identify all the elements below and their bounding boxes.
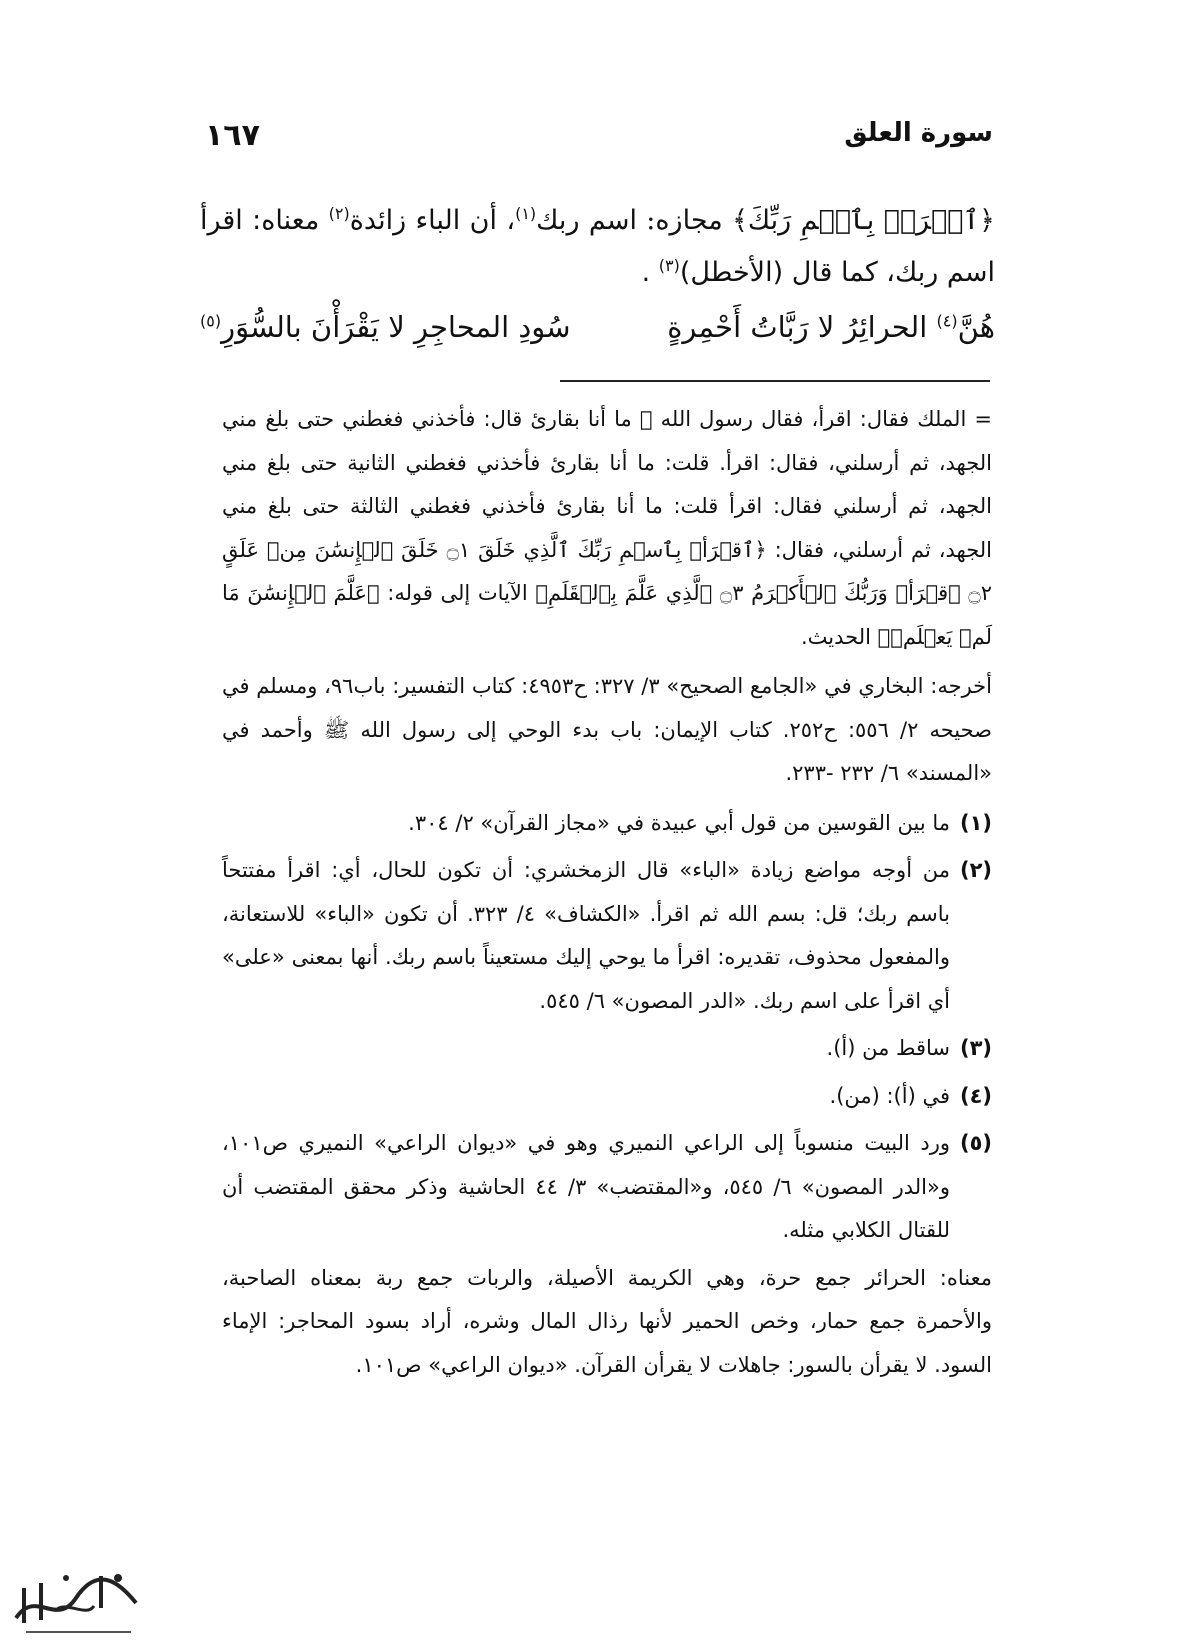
main-line-end: معناه: اقرأ اسم ربك، كما قال (الأخطل) — [200, 205, 995, 288]
footnote-ref-4: (٤) — [936, 311, 958, 331]
main-line-tail: . — [641, 257, 659, 288]
footnote-ref-3: (٣) — [658, 256, 680, 275]
footnote-item — [222, 849, 992, 1023]
footnote-divider — [560, 380, 990, 382]
page-header — [205, 118, 993, 168]
page-number: ١٦٧ — [205, 118, 260, 153]
verse-first-rest: الحرائِرُ لا رَبَّاتُ أَحْمِرةٍ — [667, 310, 937, 344]
verse-first-hemistich — [667, 299, 995, 355]
footnote-ref-5: (٥) — [200, 311, 222, 331]
verse-word: هُنَّ — [957, 310, 995, 344]
footnote-item — [222, 802, 992, 846]
footnote-ref-2: (٢) — [328, 204, 350, 223]
footnote-number: (٢) — [959, 858, 992, 882]
footnote-number: (٤) — [959, 1083, 992, 1108]
footnote-item — [222, 1075, 992, 1119]
poetry-verse — [200, 299, 995, 355]
footnote-number: (٣) — [959, 1036, 992, 1060]
publisher-logo-icon — [6, 1548, 146, 1640]
footnote-number: (١) — [959, 810, 992, 835]
verse-second-text: سُودِ المحاجِرِ لا يَقْرَأْنَ بالسُّوَرِ — [221, 310, 571, 344]
surah-title: سورة العلق — [844, 118, 993, 148]
main-line-start: ﴿ٱقۡرَأۡ بِٱسۡمِ رَبِّكَ﴾ مجازه: اسم ربك — [536, 205, 996, 236]
main-text — [200, 195, 995, 355]
footnote-text: ورد البيت منسوباً إلى الراعي النميري وهو في «ديوان الراعي» النميري ص١٠١، و«الدر المصون» ٦/ ٥٤٥، و«المقتضب» ٣/ ٤٤ الحاشية وذكر محقق المقتضب أن للقتال الكلابي مثله. — [222, 1131, 950, 1242]
footnote-text: من أوجه مواضع زيادة «الباء» قال الزمخشري: أن تكون للحال، أي: اقرأ مفتتحاً باسم ربك؛ قل: بسم الله ثم اقرأ. «الكشاف» ٤/ ٣٢٣. أن تكون «الباء» للاستعانة، والمفعول محذوف، تقديره: اقرأ ما يوحي إليك مستعيناً باسم ربك. أنها بمعنى «على» أي اقرأ على اسم ربك. «الدر المصون» ٦/ ٥٤٥. — [222, 858, 951, 1013]
verse-second-hemistich — [200, 299, 571, 355]
footnote-text: في (أ): (من). — [829, 1083, 950, 1108]
footnote-text: ما بين القوسين من قول أبي عبيدة في «مجاز القرآن» ٢/ ٣٠٤. — [408, 810, 950, 835]
footnote-continuation: = الملك فقال: اقرأ، فقال رسول الله ﷺ ما أنا بقارئ قال: فأخذني فغطني حتى بلغ مني الجهد، ثم أرسلني، فقال: اقرأ. قلت: ما أنا بقارئ فأخذني فغطني الثانية حتى بلغ مني الجهد، ثم أرسلني فقال: اقرأ قلت: ما أنا بقارئ فأخذني فغطني الثالثة حتى بلغ مني الجهد، ثم أرسلني، فقال: ﴿ٱقۡرَأۡ بِٱسۡمِ رَبِّكَ ٱلَّذِي خَلَقَ ۝١ خَلَقَ ٱلۡإِنسَٰنَ مِنۡ عَلَقٍ ۝٢ ٱقۡرَأۡ وَرَبُّكَ ٱلۡأَكۡرَمُ ۝٣ ٱلَّذِي عَلَّمَ بِٱلۡقَلَمِ﴾ الآيات إلى قوله: ﴿عَلَّمَ ٱلۡإِنسَٰنَ مَا لَمۡ يَعۡلَمۡ﴾ الحديث. — [222, 407, 993, 649]
footnotes-section — [222, 398, 992, 1393]
footnote-number: (٥) — [959, 1131, 992, 1155]
footnote-meaning: معناه: الحرائر جمع حرة، وهي الكريمة الأصيلة، والربات جمع ربة بمعناه الصاحبة، والأحمرة جمع حمار، وخص الحمير لأنها رذال المال وشره، أراد بسود المحاجر: الإماء السود. لا يقرأن بالسور: جاهلات لا يقرأن القرآن. «ديوان الراعي» ص١٠١. — [222, 1265, 992, 1377]
footnote-item — [222, 1027, 992, 1071]
footnote-takhrij: أخرجه: البخاري في «الجامع الصحيح» ٣/ ٣٢٧: ح٤٩٥٣: كتاب التفسير: باب٩٦، ومسلم في صحيحه ٢/ ٥٥٦: ح٢٥٢. كتاب الإيمان: باب بدء الوحي إلى رسول الله ﷺ وأحمد في «المسند» ٦/ ٢٣٢ -٢٣٣. — [222, 674, 992, 785]
footnote-text: ساقط من (أ). — [826, 1036, 950, 1060]
main-paragraph — [200, 195, 995, 299]
footnote-item — [222, 1122, 992, 1253]
main-line-mid: ، أن الباء زائدة — [349, 205, 516, 236]
footnote-ref-1: (١) — [515, 204, 537, 223]
